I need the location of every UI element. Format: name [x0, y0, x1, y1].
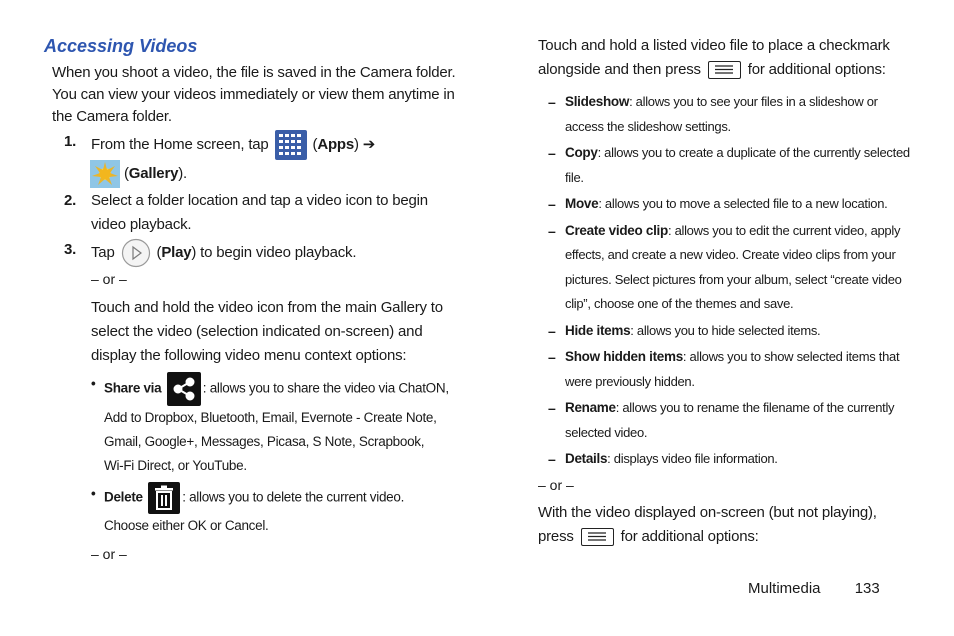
option-details: – Details: displays video file information.	[548, 451, 778, 467]
right-intro-text: for additional options:	[747, 61, 886, 78]
bullet-delete: • Delete : allows you to delete the current video. Choose either OK or Cancel.	[44, 482, 464, 538]
option-label: Create video clip	[565, 222, 668, 238]
option-text: : allows you to edit the current video, apply	[667, 222, 901, 238]
page-footer	[748, 578, 880, 600]
delete-icon	[148, 482, 180, 514]
option-move: – Move: allows you to move a selected file to a new location.	[548, 196, 888, 212]
bullet-label: Share via	[104, 380, 162, 396]
option-text: : allows you to move a selected file to a new location.	[598, 196, 888, 211]
option-rename: – Rename: allows you to rename the filename of the currently selected video.	[548, 400, 895, 440]
play-label: Play	[161, 243, 192, 261]
gallery-label: Gallery	[128, 164, 179, 182]
section-heading: Accessing Videos	[44, 36, 198, 56]
step-text: From the Home screen, tap	[91, 135, 269, 153]
menu-icon	[581, 528, 614, 546]
bullet-share-via: • Share via : allows you to share the video via ChatON, Add to Dropbox, Bluetooth, Email, Evernote - Create Note, Gmail, Google+, Messages, Picasa, S Note, Scrapbook, Wi-Fi Direct, or YouTube.	[44, 372, 464, 478]
step-text-end: ) to begin video playback.	[191, 243, 357, 261]
bullet-text: Choose either OK or Cancel.	[104, 518, 269, 533]
option-slideshow: – Slideshow: allows you to see your files in a slideshow or access the slideshow settings.	[548, 94, 878, 134]
arrow-icon: ➔	[362, 135, 376, 153]
right-outro-line-1: With the video displayed on-screen (but not playing),	[538, 503, 877, 521]
step-number: 1.	[64, 133, 77, 150]
option-hide-items: – Hide items: allows you to hide selected items.	[548, 322, 821, 339]
page-number: 133	[854, 580, 880, 597]
option-show-hidden-items: – Show hidden items: allows you to show selected items that were previously hidden.	[548, 349, 900, 389]
or-separator: – or –	[91, 546, 127, 562]
option-label: Move	[565, 196, 599, 211]
menu-icon	[708, 61, 741, 79]
option-text: file.	[565, 169, 584, 185]
option-text: : allows you to see your files in a slideshow or	[629, 94, 878, 109]
right-intro-text: alongside and then press	[538, 61, 701, 78]
option-text: : allows you to create a duplicate of the currently selected	[597, 145, 910, 160]
option-label: Rename	[565, 400, 616, 415]
right-column	[538, 34, 918, 549]
bullet-label: Delete	[104, 489, 143, 505]
right-intro-line-2	[538, 58, 918, 82]
step-number: 2.	[64, 192, 77, 209]
right-outro-line-2	[538, 525, 918, 549]
right-outro-text: press	[538, 527, 574, 545]
right-intro-line-1: Touch and hold a listed video file to place a checkmark	[538, 37, 890, 54]
option-label: Details	[565, 451, 608, 466]
apps-label: Apps	[317, 135, 355, 153]
step-1: 1. From the Home screen, tap (Apps) ➔ (Gallery).	[44, 130, 464, 188]
right-outro-text: for additional options:	[620, 527, 759, 545]
bullet-text: Add to Dropbox, Bluetooth, Email, Evernote - Create Note,	[104, 410, 437, 425]
option-label: Hide items	[565, 322, 631, 338]
touch-hold-paragraph: Touch and hold the video icon from the main Gallery to select the video (selection indicated on-screen) and display the following video menu context options:	[91, 299, 443, 364]
option-text: access the slideshow settings.	[565, 118, 731, 134]
play-icon	[120, 238, 152, 268]
or-separator: – or –	[91, 271, 127, 287]
option-text: : displays video file information.	[607, 451, 778, 466]
step-number: 3.	[64, 241, 77, 258]
option-text: pictures. Select pictures from your album, select “create video	[565, 271, 902, 287]
option-text: were previously hidden.	[565, 373, 695, 389]
option-text: selected video.	[565, 424, 648, 440]
option-text: clip”, choose one of the themes and save.	[565, 296, 794, 311]
option-label: Show hidden items	[565, 349, 683, 364]
apps-grid-icon	[275, 130, 307, 160]
step-text: Select a folder location and tap a video icon to begin video playback.	[91, 192, 428, 233]
gallery-icon	[90, 160, 120, 188]
option-copy: – Copy: allows you to create a duplicate of the currently selected file.	[548, 145, 910, 185]
option-create-video-clip: – Create video clip: allows you to edit the current video, apply effects, and create a new video. Create video clips from your pictures. Select pictures from your album, select “create video clip”, choose one of the themes and save.	[548, 222, 902, 311]
bullet-text: Wi-Fi Direct, or YouTube.	[104, 458, 247, 473]
share-icon	[167, 372, 201, 406]
left-column	[44, 34, 464, 565]
step-3: 3. Tap (Play) to begin video playback.	[44, 238, 464, 268]
intro-paragraph: When you shoot a video, the file is saved in the Camera folder. You can view your videos immediately or view them anytime in the Camera folder.	[52, 64, 456, 125]
step-2	[44, 189, 464, 237]
option-label: Copy	[565, 145, 598, 160]
or-separator: – or –	[538, 476, 574, 493]
bullet-text: : allows you to delete the current video.	[182, 489, 405, 505]
bullet-text: Gmail, Google+, Messages, Picasa, S Note, Scrapbook,	[104, 434, 425, 449]
option-text: : allows you to show selected items that	[682, 349, 900, 364]
bullet-text: : allows you to share the video via ChatON,	[202, 380, 449, 396]
step-text: Tap	[91, 243, 115, 261]
option-label: Slideshow	[565, 94, 630, 109]
option-text: effects, and create a new video. Create video clips from your	[565, 247, 896, 262]
footer-section: Multimedia	[748, 580, 821, 597]
option-text: : allows you to hide selected items.	[630, 322, 821, 338]
option-text: : allows you to rename the filename of the currently	[615, 400, 895, 415]
